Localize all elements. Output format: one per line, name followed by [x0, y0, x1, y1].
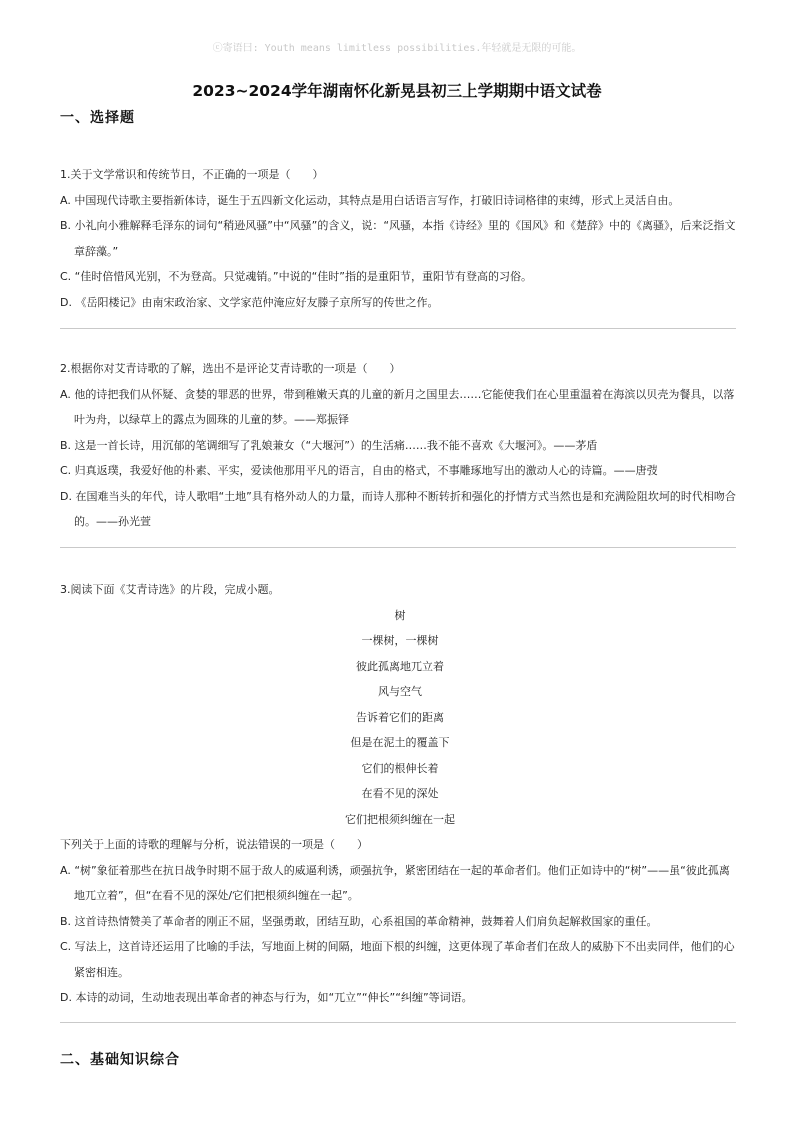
poem-line: 它们把根须纠缠在一起 [345, 812, 455, 826]
option-c: C. 写法上，这首诗还运用了比喻的手法，写地面上树的间隔，地面下根的纠缠，这更体现了革命者们在敌人的威胁下不出卖同伴，他们的心紧密相连。 [60, 940, 735, 979]
option-c: C. “佳时倍惜风光别，不为登高。只觉魂销。”中说的“佳时”指的是重阳节，重阳节有登高的习俗。 [60, 270, 532, 283]
poem-line: 在看不见的深处 [361, 787, 439, 800]
poem-line: 它们的根伸长着 [361, 761, 439, 775]
question-1 [60, 162, 740, 315]
question-3 [60, 577, 740, 1011]
divider [60, 1022, 736, 1023]
question-stem: 2.根据你对艾青诗歌的了解，选出不是评论艾青诗歌的一项是（ ） [60, 362, 401, 375]
divider [60, 328, 736, 329]
poem-line: 但是在泥土的覆盖下 [350, 736, 450, 749]
question-sub-stem: 下列关于上面的诗歌的理解与分析，说法错误的一项是（ ） [60, 838, 368, 851]
question-stem: 1.关于文学常识和传统节日，不正确的一项是（ ） [60, 168, 324, 181]
question-stem: 3.阅读下面《艾青诗选》的片段，完成小题。 [60, 583, 280, 596]
option-d: D. 本诗的动词，生动地表现出革命者的神态与行为，如“兀立”“伸长”“纠缠”等词语。 [60, 991, 473, 1004]
poem-line: 彼此孤离地兀立着 [356, 659, 444, 673]
section-heading-choice: 一、选择题 [60, 110, 135, 126]
option-a: A. 中国现代诗歌主要指新体诗，诞生于五四新文化运动，其特点是用白话语言写作，打破旧诗词格律的束缚，形式上灵活自由。 [60, 193, 680, 207]
option-a: A. 他的诗把我们从怀疑、贪婪的罪恶的世界，带到稚嫩天真的儿童的新月之国里去……它能使我们在心里重温着在海滨以贝壳为餐具，以落叶为舟，以绿草上的露点为圆珠的儿童的梦。——郑振铎 [60, 387, 735, 426]
option-a: A. “树”象征着那些在抗日战争时期不屈于敌人的威逼利诱，顽强抗争，紧密团结在一起的革命者们。他们正如诗中的“树”——虽“彼此孤离地兀立着”，但“在看不见的深处/它们把根须纠缠在一起”。 [60, 863, 730, 902]
page-title: 2023~2024学年湖南怀化新晃县初三上学期期中语文试卷 [192, 82, 602, 100]
divider [60, 547, 736, 548]
option-b: B. 小礼向小雅解释毛泽东的词句“稍逊风骚”中“风骚”的含义，说：“风骚，本指《诗经》里的《国风》和《楚辞》中的《离骚》，后来泛指文章辞藻。” [60, 219, 736, 258]
poem-line: 风与空气 [378, 685, 422, 698]
question-2 [60, 356, 740, 535]
option-d: D. 在国难当头的年代，诗人歌唱“土地”具有格外动人的力量，而诗人那种不断转折和强化的抒情方式当然也是和充满险阻坎坷的时代相吻合的。——孙光萱 [60, 489, 736, 528]
option-c: C. 归真返璞，我爱好他的朴素、平实，爱读他那用平凡的语言，自由的格式，不事雕琢地写出的激动人心的诗篇。——唐弢 [60, 464, 658, 477]
option-b: B. 这首诗热情赞美了革命者的刚正不屈，坚强勇敢，团结互助，心系祖国的革命精神，鼓舞着人们肩负起解救国家的重任。 [60, 914, 658, 928]
poem-title: 树 [394, 608, 406, 622]
section-heading-basics: 二、基础知识综合 [60, 1052, 180, 1068]
watermark: ⓒ寄语曰: Youth means limitless possibilities.年轻就是无限的可能。 [212, 43, 582, 54]
poem-line: 一棵树，一棵树 [361, 634, 439, 647]
poem-line: 告诉着它们的距离 [356, 710, 444, 724]
option-d: D. 《岳阳楼记》由南宋政治家、文学家范仲淹应好友滕子京所写的传世之作。 [60, 295, 439, 309]
option-b: B. 这是一首长诗，用沉郁的笔调细写了乳娘兼女（“大堰河”）的生活痛……我不能不喜欢《大堰河》。——茅盾 [60, 438, 598, 452]
poem-excerpt [60, 603, 740, 833]
